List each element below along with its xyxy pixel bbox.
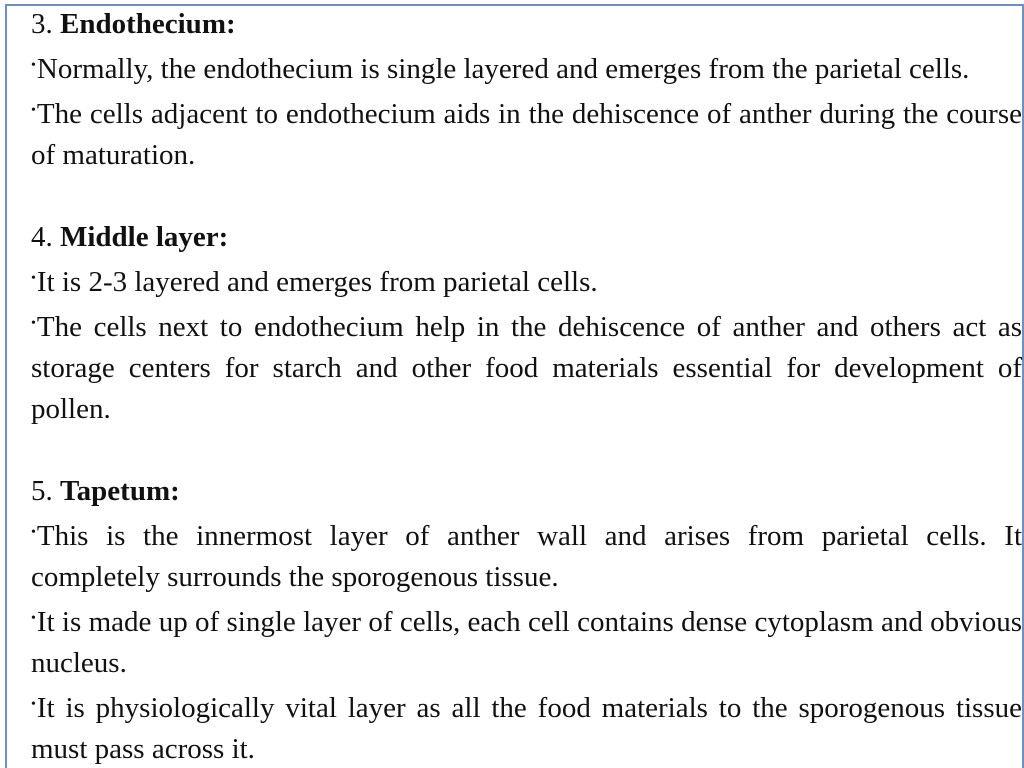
bullet-item [31, 303, 1022, 430]
bullet-item [31, 90, 1022, 176]
bullet-dot-icon: • [31, 316, 36, 331]
section-number: 3. [31, 8, 53, 40]
section-spacer [31, 176, 1022, 217]
bullet-text: Normally, the endothecium is single layered and emerges from the parietal cells. [36, 53, 970, 85]
slide-content [31, 4, 1022, 768]
bullet-text: It is 2-3 layered and emerges from parietal cells. [36, 266, 598, 298]
bullet-dot-icon: • [31, 103, 36, 118]
bullet-item [31, 512, 1022, 598]
section-spacer [31, 430, 1022, 471]
bullet-dot-icon: • [31, 271, 36, 286]
section-middle-layer [31, 217, 1022, 430]
section-title: Middle layer: [60, 221, 229, 253]
bullet-text: It is physiologically vital layer as all the food materials to the sporogenous tissue must pass across it. [31, 692, 1022, 765]
bullet-text: The cells adjacent to endothecium aids in the dehiscence of anther during the course of maturation. [31, 98, 1022, 171]
bullet-text: The cells next to endothecium help in the dehiscence of anther and others act as storage centers for starch and other food materials essential for development of pollen. [31, 311, 1022, 425]
section-heading [31, 471, 1022, 512]
section-endothecium [31, 4, 1022, 176]
bullet-item [31, 684, 1022, 768]
bullet-text: It is made up of single layer of cells, each cell contains dense cytoplasm and obvious nucleus. [31, 606, 1022, 679]
section-heading [31, 4, 1022, 45]
section-tapetum [31, 471, 1022, 768]
section-title: Tapetum: [60, 475, 180, 507]
bullet-dot-icon: • [31, 525, 36, 540]
bullet-text: This is the innermost layer of anther wall and arises from parietal cells. It completely surrounds the sporogenous tissue. [31, 520, 1022, 593]
section-title: Endothecium: [60, 8, 236, 40]
bullet-item [31, 598, 1022, 684]
section-heading [31, 217, 1022, 258]
bullet-dot-icon: • [31, 58, 36, 73]
section-number: 4. [31, 221, 53, 253]
bullet-item [31, 258, 1022, 303]
bullet-item [31, 45, 1022, 90]
section-number: 5. [31, 475, 53, 507]
bullet-dot-icon: • [31, 697, 36, 712]
bullet-dot-icon: • [31, 611, 36, 626]
